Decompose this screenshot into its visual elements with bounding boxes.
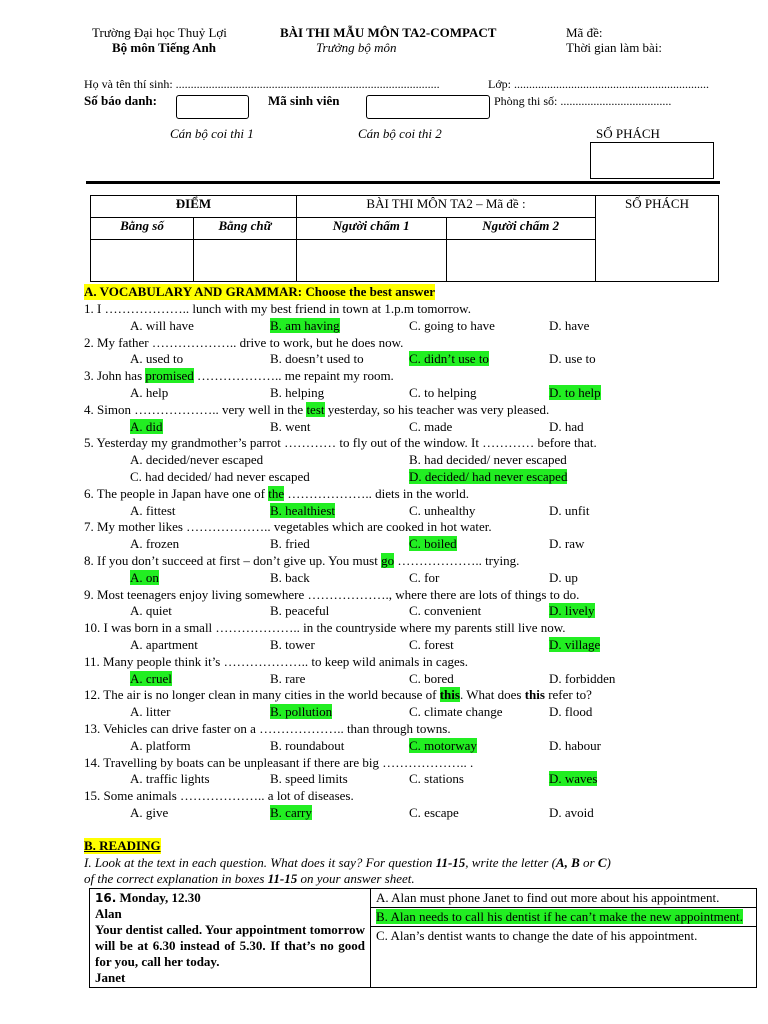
answer-option[interactable]: A. will have	[130, 317, 194, 333]
grade-table	[90, 195, 719, 282]
question-stem: 10. I was born in a small ……………….. in the countryside where my parents still live now.	[84, 620, 566, 636]
question-stem: 12. The air is no longer clean in many cities in the world because of this. What does this refer to?	[84, 687, 592, 703]
candidate-number-box[interactable]	[176, 95, 249, 119]
question-stem: 7. My mother likes ……………….. vegetables which are cooked in hot water.	[84, 519, 492, 535]
answer-option[interactable]: A. help	[130, 385, 169, 400]
marker-1-cell[interactable]	[297, 240, 447, 282]
question-stem: 1. I ……………….. lunch with my best friend in town at 1.p.m tomorrow.	[84, 301, 471, 316]
answer-option[interactable]: C. made	[409, 418, 453, 434]
answer-option[interactable]: A. quiet	[130, 603, 172, 619]
answer-option[interactable]: A. on	[130, 569, 159, 585]
marker-2-cell[interactable]	[446, 240, 596, 282]
answer-option[interactable]: B. helping	[270, 385, 325, 400]
notice-cell: 16. Monday, 12.30 Alan Your dentist called. Your appointment tomorrow will be at 6.30 instead of 5.30. If that’s no good for you, call her today. Janet	[90, 889, 371, 988]
candidate-number-label: Số báo danh:	[84, 93, 157, 108]
answer-option[interactable]: B. went	[270, 418, 311, 434]
answer-option[interactable]: B. doesn’t used to	[270, 351, 364, 367]
question-stem: 13. Vehicles can drive faster on a ……………….. than through towns.	[84, 721, 451, 736]
answer-option[interactable]: C. boiled	[409, 536, 457, 552]
answer-option[interactable]: A. apartment	[130, 637, 198, 652]
answer-option[interactable]: D. to help	[549, 385, 601, 400]
secret-number-header: SỐ PHÁCH	[596, 196, 719, 282]
question-stem: 14. Travelling by boats can be unpleasant if there are big ……………….. .	[84, 754, 474, 770]
student-id-label: Mã sinh viên	[268, 93, 340, 108]
secret-number-box	[590, 142, 714, 179]
answer-option[interactable]: D. flood	[549, 704, 593, 720]
student-id-box[interactable]	[366, 95, 490, 119]
exam-code-header: BÀI THI MÔN TA2 – Mã đề :	[297, 196, 596, 218]
option-b[interactable]: B. Alan needs to call his dentist if he can’t make the new appointment.	[371, 908, 756, 927]
answer-option[interactable]: B. back	[270, 569, 310, 585]
divider	[86, 181, 720, 184]
answer-option[interactable]: D. forbidden	[549, 670, 616, 686]
answer-option[interactable]: C. going to have	[409, 317, 495, 333]
room-field: Phòng thi số: .....................................	[494, 94, 672, 108]
answer-option[interactable]: A. cruel	[130, 670, 172, 686]
time-label: Thời gian làm bài:	[566, 40, 663, 55]
exam-code-label: Mã đề:	[566, 25, 603, 40]
question-stem: 6. The people in Japan have one of the ……………….. diets in the world.	[84, 485, 470, 501]
score-by-number-cell[interactable]	[91, 240, 194, 282]
answer-option[interactable]: C. unhealthy	[409, 502, 476, 518]
answer-option[interactable]: C. to helping	[409, 385, 477, 400]
option-c[interactable]: C. Alan’s dentist wants to change the date of his appointment.	[376, 928, 698, 943]
answer-option[interactable]: A. fittest	[130, 502, 176, 518]
proctor-1-label: Cán bộ coi thi 1	[170, 126, 254, 141]
answer-option[interactable]: D. raw	[549, 536, 585, 552]
answer-option[interactable]: B. fried	[270, 536, 310, 552]
reading-instruction-line-2: of the correct explanation in boxes 11-15 on your answer sheet.	[84, 871, 415, 886]
question-stem: 2. My father ……………….. drive to work, but he does now.	[84, 334, 404, 350]
head-of-dept: Trưởng bộ môn	[316, 40, 397, 55]
answer-option[interactable]: A. traffic lights	[130, 771, 210, 787]
class-field: Lớp: .................................................................	[488, 77, 710, 91]
question-stem: 5. Yesterday my grandmother’s parrot ………… to fly out of the window. It ………… before that.	[84, 435, 597, 451]
answer-option[interactable]: C. forest	[409, 637, 454, 652]
score-by-words-label: Bằng chữ	[194, 218, 297, 240]
department-name: Bộ môn Tiếng Anh	[112, 40, 216, 55]
reading-instruction-line-1: I. Look at the text in each question. What does it say? For question 11-15, write the letter (A, B or C)	[84, 855, 611, 870]
answer-option[interactable]: A. frozen	[130, 536, 180, 552]
marker-1-label: Người chấm 1	[297, 218, 447, 240]
answer-option[interactable]: A. litter	[130, 704, 171, 720]
option-a[interactable]: A. Alan must phone Janet to find out more about his appointment.	[371, 889, 756, 908]
question-stem: 15. Some animals ……………….. a lot of diseases.	[84, 788, 354, 804]
answer-option[interactable]: B. peaceful	[270, 603, 330, 619]
options-cell	[371, 889, 757, 988]
answer-option[interactable]: C. stations	[409, 771, 464, 787]
question-stem: 9. Most teenagers enjoy living somewhere ………………., where there are lots of things to do.	[84, 586, 580, 602]
answer-option[interactable]: B. rare	[270, 670, 306, 686]
answer-option[interactable]: D. village	[549, 637, 601, 652]
answer-option[interactable]: D. unfit	[549, 502, 590, 518]
section-a-title: A. VOCABULARY AND GRAMMAR: Choose the best answer	[84, 284, 435, 299]
answer-option[interactable]: D. up	[549, 569, 578, 585]
answer-option[interactable]: C. climate change	[409, 704, 503, 720]
answer-option[interactable]: D. had	[549, 418, 584, 434]
score-by-words-cell[interactable]	[194, 240, 297, 282]
answer-option[interactable]: D. avoid	[549, 805, 594, 820]
question-stem: 8. If you don’t succeed at first – don’t give up. You must go ……………….. trying.	[84, 553, 520, 568]
answer-option[interactable]: C. had decided/ had never escaped	[130, 469, 310, 484]
answer-option[interactable]: A. platform	[130, 737, 191, 753]
answer-option[interactable]: C. didn’t use to	[409, 351, 489, 367]
answer-option[interactable]: D. habour	[549, 737, 601, 753]
answer-option[interactable]: B. pollution	[270, 704, 333, 720]
answer-option[interactable]: B. roundabout	[270, 737, 345, 753]
reading-question-16	[89, 888, 757, 988]
proctor-2-label: Cán bộ coi thi 2	[358, 126, 442, 141]
question-stem: 3. John has promised ……………….. me repaint my room.	[84, 368, 394, 384]
section-b-title: B. READING	[84, 838, 161, 853]
answer-option[interactable]: C. bored	[409, 670, 454, 686]
answer-option[interactable]: A. decided/never escaped	[130, 452, 264, 468]
marker-2-label: Người chấm 2	[446, 218, 596, 240]
answer-option[interactable]: B. carry	[270, 805, 312, 820]
answer-option[interactable]: B. tower	[270, 637, 315, 652]
answer-option[interactable]: B. healthiest	[270, 502, 335, 518]
exam-title: BÀI THI MẪU MÔN TA2-COMPACT	[280, 25, 497, 40]
student-name-field: Họ và tên thí sinh: ........................................................................................	[84, 77, 440, 91]
answer-option[interactable]: B. speed limits	[270, 771, 348, 787]
school-name: Trường Đại học Thuỷ Lợi	[92, 25, 227, 40]
answer-option[interactable]: B. am having	[270, 317, 340, 333]
answer-option[interactable]: C. convenient	[409, 603, 482, 619]
answer-option[interactable]: D. waves	[549, 771, 598, 787]
answer-option[interactable]: A. used to	[130, 351, 184, 367]
answer-option[interactable]: A. did	[130, 418, 163, 434]
score-by-number-label: Bằng số	[91, 218, 194, 240]
question-stem: 4. Simon ……………….. very well in the test yesterday, so his teacher was very pleased.	[84, 401, 550, 417]
answer-option[interactable]: C. escape	[409, 805, 459, 820]
answer-option[interactable]: C. motorway	[409, 737, 477, 753]
answer-option[interactable]: D. lively	[549, 603, 595, 619]
answer-option[interactable]: D. decided/ had never escaped	[409, 469, 568, 484]
answer-option[interactable]: D. have	[549, 317, 590, 333]
score-header: ĐIỂM	[91, 196, 297, 218]
answer-option[interactable]: D. use to	[549, 351, 596, 367]
answer-option[interactable]: C. for	[409, 569, 440, 585]
answer-option[interactable]: A. give	[130, 805, 169, 820]
secret-number-label: SỐ PHÁCH	[596, 126, 660, 141]
answer-option[interactable]: B. had decided/ never escaped	[409, 452, 567, 468]
question-stem: 11. Many people think it’s ……………….. to keep wild animals in cages.	[84, 653, 469, 669]
